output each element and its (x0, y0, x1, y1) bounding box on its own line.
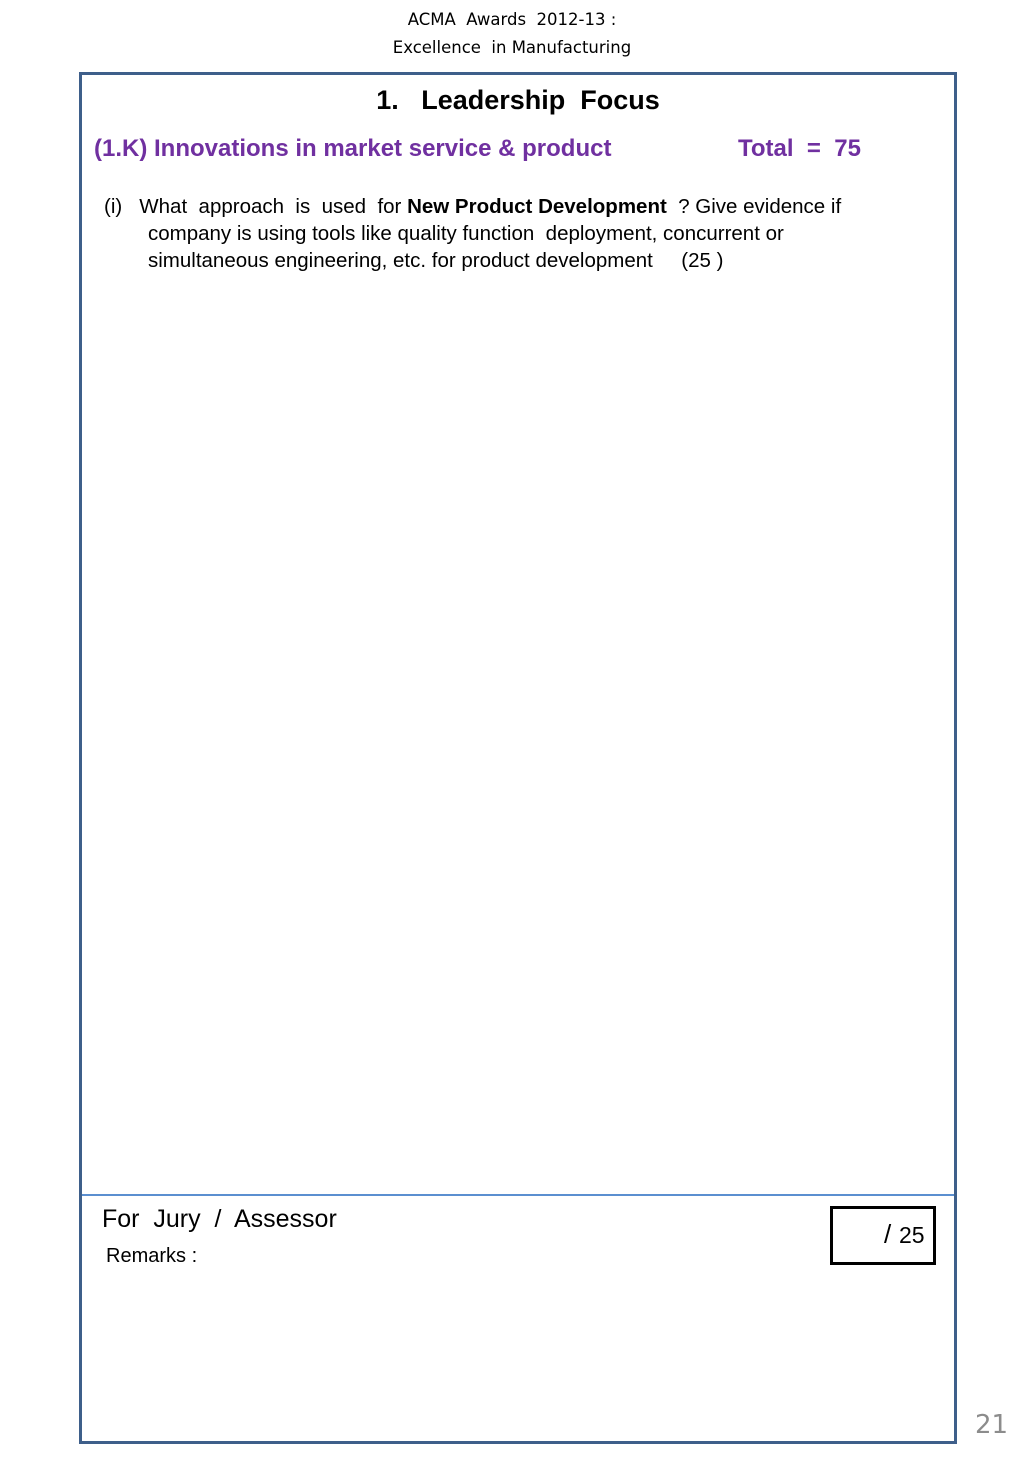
question-line-1 (104, 193, 934, 220)
score-max: 25 (899, 1222, 925, 1248)
page-number: 21 (975, 1410, 1009, 1440)
section-heading: 1. Leadership Focus (376, 85, 660, 115)
question-after: ? Give evidence if (666, 195, 842, 218)
criterion-total: Total = 75 (738, 135, 861, 162)
header-subtitle: Excellence in Manufacturing (392, 38, 632, 57)
question-block (104, 193, 934, 274)
jury-label: For Jury / Assessor (102, 1205, 337, 1233)
question-number: (i) (104, 195, 123, 218)
score-box[interactable] (830, 1206, 936, 1265)
question-keyword: New Product Development (407, 195, 667, 218)
score-slash: / (884, 1219, 892, 1249)
header-title: ACMA Awards 2012-13 : (407, 10, 617, 29)
criterion-heading: (1.K) Innovations in market service & product (94, 135, 612, 162)
jury-divider (82, 1194, 954, 1196)
form-frame (79, 72, 957, 1444)
question-lead: What approach is used for (122, 195, 408, 218)
question-line-2: company is using tools like quality function deployment, concurrent or (148, 222, 784, 245)
question-line-3: simultaneous engineering, etc. for product development (25 ) (148, 249, 724, 272)
page-header (0, 6, 1024, 62)
remarks-label: Remarks : (106, 1245, 198, 1267)
